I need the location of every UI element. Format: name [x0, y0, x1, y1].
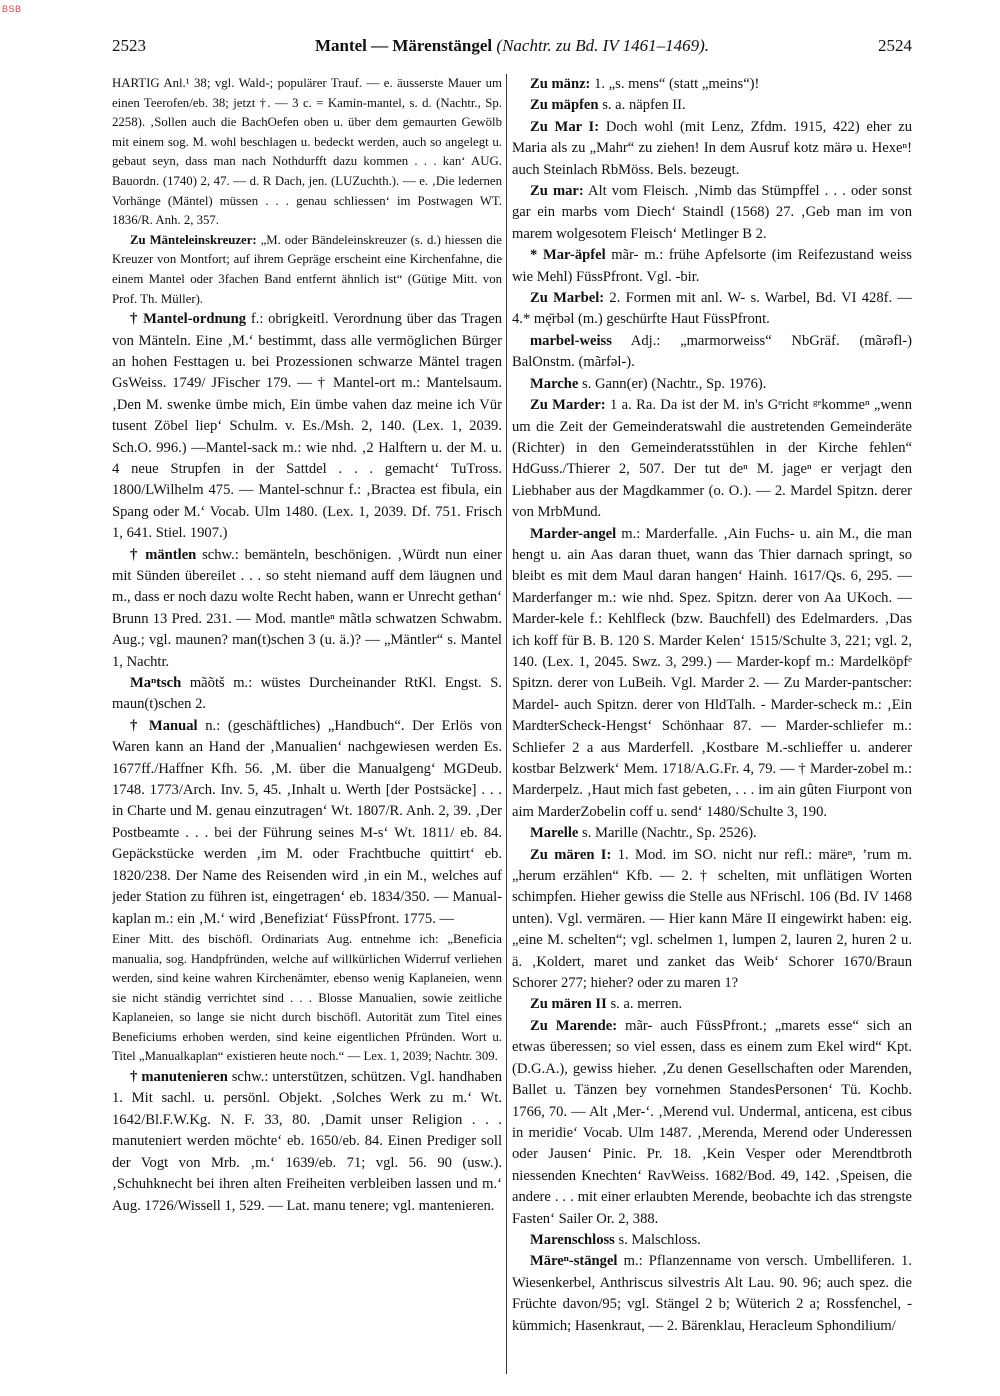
dictionary-entry: [112, 1067, 502, 1217]
running-title-main: Mantel — Märenstängel: [314, 36, 493, 55]
dictionary-entry: [112, 545, 502, 673]
entry-text: 1 a. Ra. Da ist der M. in's Gᵉricht ᵍᵉkommeⁿ „wenn um die Zeit der Gemeinderatswahl die austretenden Gemeinderäte (Richter) in den Gemeinderatsstühlen in der Kirche fehlen“ HdGuss./Thierer 2, 507. Der tut deⁿ M. jageⁿ er verjagt den Liebhaber aus der Magdkammer (o. O.). — 2. Mardel Spitzn. derer von MrbMund.: [512, 397, 912, 521]
entry-text: Alt vom Fleisch. ‚Nimb das Stümpffel . . . oder sonst gar ein marbs vom Diech‘ Staindl (1568) 27. ‚Geb man im von marem wolgesotem Fleisch‘ Metlinger B 2.: [512, 183, 912, 242]
dictionary-entry: [512, 245, 912, 288]
page-number-left: 2523: [112, 36, 146, 55]
dictionary-entry: [512, 331, 912, 374]
entry-headword: Zu mar:: [530, 183, 584, 200]
entry-text: mãr- auch FüssPfront.; „marets esse“ sich an etwas überessen; so viel essen, dass es einem zum Ekel wird“ Kpt. (D.G.A.), gewiss hieher. ‚Zu denen Gesellschaften oder Marenden, Ballet u. Tänzen bey vornehmen StandesPersonen‘ Tü. Kochb. 1766, 70. — Alt ‚Mer-‘. ‚Merend vul. Undermal, anticena, est cibus in meridie‘ Vocab. Ulm 1487. ‚Merenda, Merend oder Underessen oder Jausen‘ Pinic. Pr. 18. ‚Kein Vesper oder Merendtbroth niessenden Knechten‘ RavWeiss. 1682/Bod. 49, 142. ‚Speisen, die andere . . . mit einer erlaubten Merende, beobachte ich das strengste Fasten‘ Sailer Or. 2, 388.: [512, 1017, 912, 1227]
dictionary-entry: [512, 994, 912, 1015]
entry-text: schw.: bemänteln, beschönigen. ‚Würdt nun einer mit Sünden übereilet . . . so steht niemand auff dem läugnen und m., dass er noch dazu wolte Recht haben, wann er Unrecht gethan‘ Brunn 13 Pred. 231. — Mod. mantleⁿ mãtlə schwatzen Schwabm. Aug.; vgl. maunen? man(t)schen 3 (u. ä.)? — „Mäntler“ s. Mantel 1, Nachtr.: [112, 546, 502, 670]
entry-headword: Zu Marbel:: [530, 290, 605, 307]
library-stamp: BSB: [2, 4, 22, 14]
dictionary-entry: [112, 716, 502, 930]
entry-headword: Maⁿtsch: [130, 675, 182, 692]
entry-headword: Zu Marende:: [530, 1017, 618, 1034]
entry-text: s. Malschloss.: [618, 1231, 701, 1248]
dictionary-entry: [512, 823, 912, 844]
entry-headword: † manutenieren: [130, 1069, 228, 1086]
entry-headword: † mäntlen: [130, 546, 197, 563]
running-title: [112, 36, 912, 56]
dictionary-entry: [512, 1251, 912, 1337]
entry-headword: Märeⁿ-stängel: [530, 1253, 618, 1270]
entry-headword: Zu mäpfen: [530, 97, 599, 114]
entry-text: s. Gann(er) (Nachtr., Sp. 1976).: [582, 375, 767, 392]
dictionary-entry: [512, 117, 912, 181]
right-column: [512, 74, 912, 1380]
entry-text: mãr- m.: frühe Apfelsorte (im Reifezustand weiss wie Mehl) FüssPfront. Vgl. -bir.: [512, 247, 912, 285]
dictionary-entry: [512, 374, 912, 395]
entry-text: 2. Formen mit anl. W- s. Warbel, Bd. VI 428f. — 4.* mę̄rbəl (m.) geschürfte Haut FüssPfront.: [512, 290, 912, 328]
entry-text: s. Marille (Nachtr., Sp. 2526).: [582, 825, 757, 842]
dictionary-entry: [512, 395, 912, 523]
entry-headword: Zu mänz:: [530, 76, 591, 92]
dictionary-entry: [112, 930, 502, 1067]
entry-headword: Zu mären I:: [530, 846, 612, 863]
entry-text: n.: (geschäftliches) „Handbuch“. Der Erlös von Waren kann an Hand der ‚Manualien‘ nachgewiesen werden Es. 1677ff./Haffner Kfh. 56. ‚M. über die Manualgeng‘ MGDeub. 1748. 1773/Arch. Inv. 5, 45. ‚Inhalt u. Werth [der Postsäcke] . . . in Charte und M. genau einzutragen‘ Wt. 1807/R. Anh. 2, 39. ‚Der Postbeamte . . . bei der Führung seines M-s‘ Wt. 1811/ eb. 84. Gepäckstücke werden ‚im M. oder Frachtbuche quittirt‘ eb. 1820/238. Der Name des Reisenden wird ‚in ein M., welches auf jeder Station zu führen ist, eingetragen‘ eb. 1834/350. — Manual-kaplan m.: ein ‚M.‘ wird ‚Benefiziat‘ FüssPfront. 1775. —: [112, 717, 502, 927]
dictionary-entry: [512, 181, 912, 245]
entry-text: Adj.: „marmorweiss“ NbGräf. (mãrəfl-) BalOnstm. (mãrfəl-).: [512, 332, 912, 371]
entry-headword: marbel-weiss: [530, 332, 612, 349]
entry-text: s. a. näpfen II.: [602, 97, 686, 114]
column-divider: [506, 74, 507, 1374]
entry-text: „M. oder Bändeleinskreuzer (s. d.) hiessen die Kreuzer von Montfort; auf ihrem Gepräge erscheint eine Kirchenfahne, die einem Mantel oder 3fachen Band entfernt ähnlich ist“ (Gütige Mitt. von Prof. Th. Müller).: [112, 232, 502, 306]
entry-headword: Marder-angel: [530, 525, 617, 542]
entry-text: s. a. merren.: [610, 996, 683, 1013]
entry-text: m.: Pflanzenname von versch. Umbelliferen. 1. Wiesenkerbel, Anthriscus silvestris Alt Lau. 90. 96; auch spez. die Früchte davon/95; vgl. Stängel 2 b; Wüterich 2 a; Rossfenchel, -kümmich; Hasenkraut, — 2. Bärenklau, Heracleum Sphondilium/: [512, 1253, 912, 1334]
entry-headword: Zu mären II: [530, 996, 607, 1013]
dictionary-entry: [512, 1016, 912, 1230]
entry-text: Doch wohl (mit Lenz, Zfdm. 1915, 422) eher zu Maria als zu „Mahr“ zu ziehen! In dem Ausruf kotz märə u. Hexeⁿ! auch Steinlach RbMöss. Bels. bezeugt.: [512, 118, 912, 178]
entry-text: 1. Mod. im SO. nicht nur refl.: märeⁿ, ’rum m. „herum erzählen“ Kfb. — 2. † schelten, mit unflätigen Worten schimpfen. Hieher gewiss die Stelle aus NFrischl. 106 (Bd. IV 1468 unten). Vgl. vermären. — Hier kann Märe II eingewirkt haben: eig. „eine M. schelten“; vgl. schelmen 1, lumpen 2, lauren 2, huren 2 u. ä. ‚Koldert, maret und zanket das Weib‘ Schorer 1670/Braun Schorer 277; hieher? oder zu maren 1?: [512, 846, 912, 992]
dictionary-entry: [512, 95, 912, 116]
entry-headword: Marche: [530, 375, 579, 392]
dictionary-entry: [112, 231, 502, 309]
entry-headword: * Mar-äpfel: [530, 247, 606, 264]
running-title-note: (Nachtr. zu Bd. IV 1461–1469).: [496, 36, 710, 55]
entry-text: Einer Mitt. des bischöfl. Ordinariats Aug. entnehme ich: „Beneficia manualia, sog. Handpfründen, welche auf willkürlichen Widerruf verliehen werden, sind keine wahren Kirchenämter, ebenso wenig Kaplaneien, wenn sie nicht ständig verrichtet sind . . . Blosse Manualien, sowie zeitliche Kaplaneien, so lange sie nicht durch bischöfl. Autorität zum Titel eines Beneficiums erhoben werden, sind keine eigentlichen Pfründen. Wort u. Titel „Manualkaplan“ existieren heute noch.“ — Lex. 1, 2039; Nachtr. 309.: [112, 931, 502, 1064]
entry-text: m.: Marderfalle. ‚Ain Fuchs- u. ain M., die man hengt u. ain Aas daran thuet, wann das Thier darnach springt, so bleibt es mit dem Maul daran hangen‘ Hainh. 1617/Qs. 6, 295. — Marderfanger m.: wie nhd. Spez. Spitzn. derer von Aa UKoch. — Marder-kele f.: Kehlfleck (bzw. Bauchfell) des Edelmarders. ‚Das ich koff für B. B. 120 S. Marder Kelen‘ 1515/Schulte 3, 221; vgl. 2, 140. (Lex. 1, 2045. Swz. 3, 299.) — Marder-kopf m.: Mardelköpfᵉ Spitzn. derer von LuBeih. Vgl. Marder 2. — Zu Marder-pantscher: Mardel- auch Spitzn. derer von HldTalh. - Marder-scheck m.: ‚Ein MardterScheck-Hengst‘ Schönhaar 87. — Marder-schliefer m.: Schliefer 2 a aus Marderfell. ‚Kostbare M.-schlieffer u. anderer kostbar Belzwerk‘ Mem. 1718/A.G.Fr. 4, 79. — † Marder-zobel m.: Marderpelz. ‚Haut mich fast gebeten, . . . im ain gûten Fiurpont von aim MarderZobelin coff u. send‘ 1480/Schulte 3, 190.: [512, 525, 912, 820]
entry-headword: Zu Mänteleinskreuzer:: [130, 232, 257, 247]
entry-headword: Zu Marder:: [530, 397, 606, 414]
entry-text: schw.: unterstützen, schützen. Vgl. handhaben 1. Mit sachl. u. persönl. Objekt. ‚Solches Werk zu m.‘ Wt. 1642/Bl.F.W.Kg. N. F. 33, 80. ‚Damit unser Religion . . . manuteniert werden möchte‘ eb. 1650/eb. 84. Einen Prediger soll der Vogt von Mrb. ‚m.‘ 1639/eb. 71; vgl. 56. 90 (usw.). ‚Schuhknecht bei ihren alten Freiheiten verbleiben lassen und m.‘ Aug. 1726/Wissell 1, 529. — Lat. manu tenere; vgl. mantenieren.: [112, 1069, 502, 1214]
dictionary-entry: [512, 845, 912, 995]
dictionary-entry: [512, 288, 912, 331]
entry-text: HARTIG Anl.¹ 38; vgl. Wald-; populärer Trauf. — e. äusserste Mauer um einen Teerofen/eb. 38; jetzt †. — 3 c. = Kamin-mantel, s. d. (Nachtr., Sp. 2258). ‚Sollen auch die BachOefen oben u. über dem gemaurten Gewölb mit einem sog. M. wohl beschlagen u. bedeckt werden, auch so angelegt u. gebaut seyn, dass man nach Nothdurfft dazu kommen . . . kan‘ AUG. Bauordn. (1740) 2, 47. — d. R Dach, jen. (LUZuchth.). — e. ‚Die ledernen Vorhänge (Mäntel) müssen . . . genau schliessen‘ im Postwagen WT. 1836/R. Anh. 2, 357.: [112, 76, 502, 228]
entry-headword: Zu Mar I:: [530, 118, 600, 135]
dictionary-entry: [112, 673, 502, 716]
entry-text: 1. „s. mens“ (statt „meins“)!: [594, 76, 760, 92]
dictionary-entry: [512, 1230, 912, 1251]
entry-text: f.: obrigkeitl. Verordnung über das Tragen von Mänteln. Eine ‚M.‘ bestimmt, dass alle vermöglichen Bürger an hohen Festtagen u. bei Prozessionen schwarze Mäntel tragen GsWeiss. 1749/ JFischer 179. — † Mantel-ort m.: Mantelsaum. ‚Den M. swenke ümbe mich, Ein ümbe vahen daz meine ich Vür tusent Zöbel liep‘ Schulm. v. Es./Msh. 2, 140. (Lex. 1, 2039. Sch.O. 996.) —Mantel-sack m.: wie nhd. ‚2 Halftern u. der M. u. 4 neue Strupfen in der Sattdel . . . gemacht‘ TuTross. 1800/LWilhelm 475. — Mantel-schnur f.: ‚Bractea est fibula, ein Spang oder M.‘ Vocab. Ulm 1480. (Lex. 1, 2039. Df. 751. Frisch 1, 641. Stiel. 1907.): [112, 311, 502, 542]
page-number-right: 2524: [878, 36, 912, 55]
dictionary-entry: [112, 74, 502, 231]
left-column: [112, 74, 502, 1380]
entry-headword: † Manual: [130, 717, 198, 734]
dictionary-entry: [512, 524, 912, 824]
entry-headword: † Mantel-ordnung: [130, 311, 247, 328]
entry-text: mãõtš m.: wüstes Durcheinander RtKl. Engst. S. maun(t)schen 2.: [112, 675, 502, 713]
dictionary-entry: [512, 74, 912, 95]
entry-headword: Marelle: [530, 825, 579, 842]
entry-headword: Marenschloss: [530, 1231, 615, 1248]
page-header: [112, 36, 912, 64]
dictionary-entry: [112, 309, 502, 544]
